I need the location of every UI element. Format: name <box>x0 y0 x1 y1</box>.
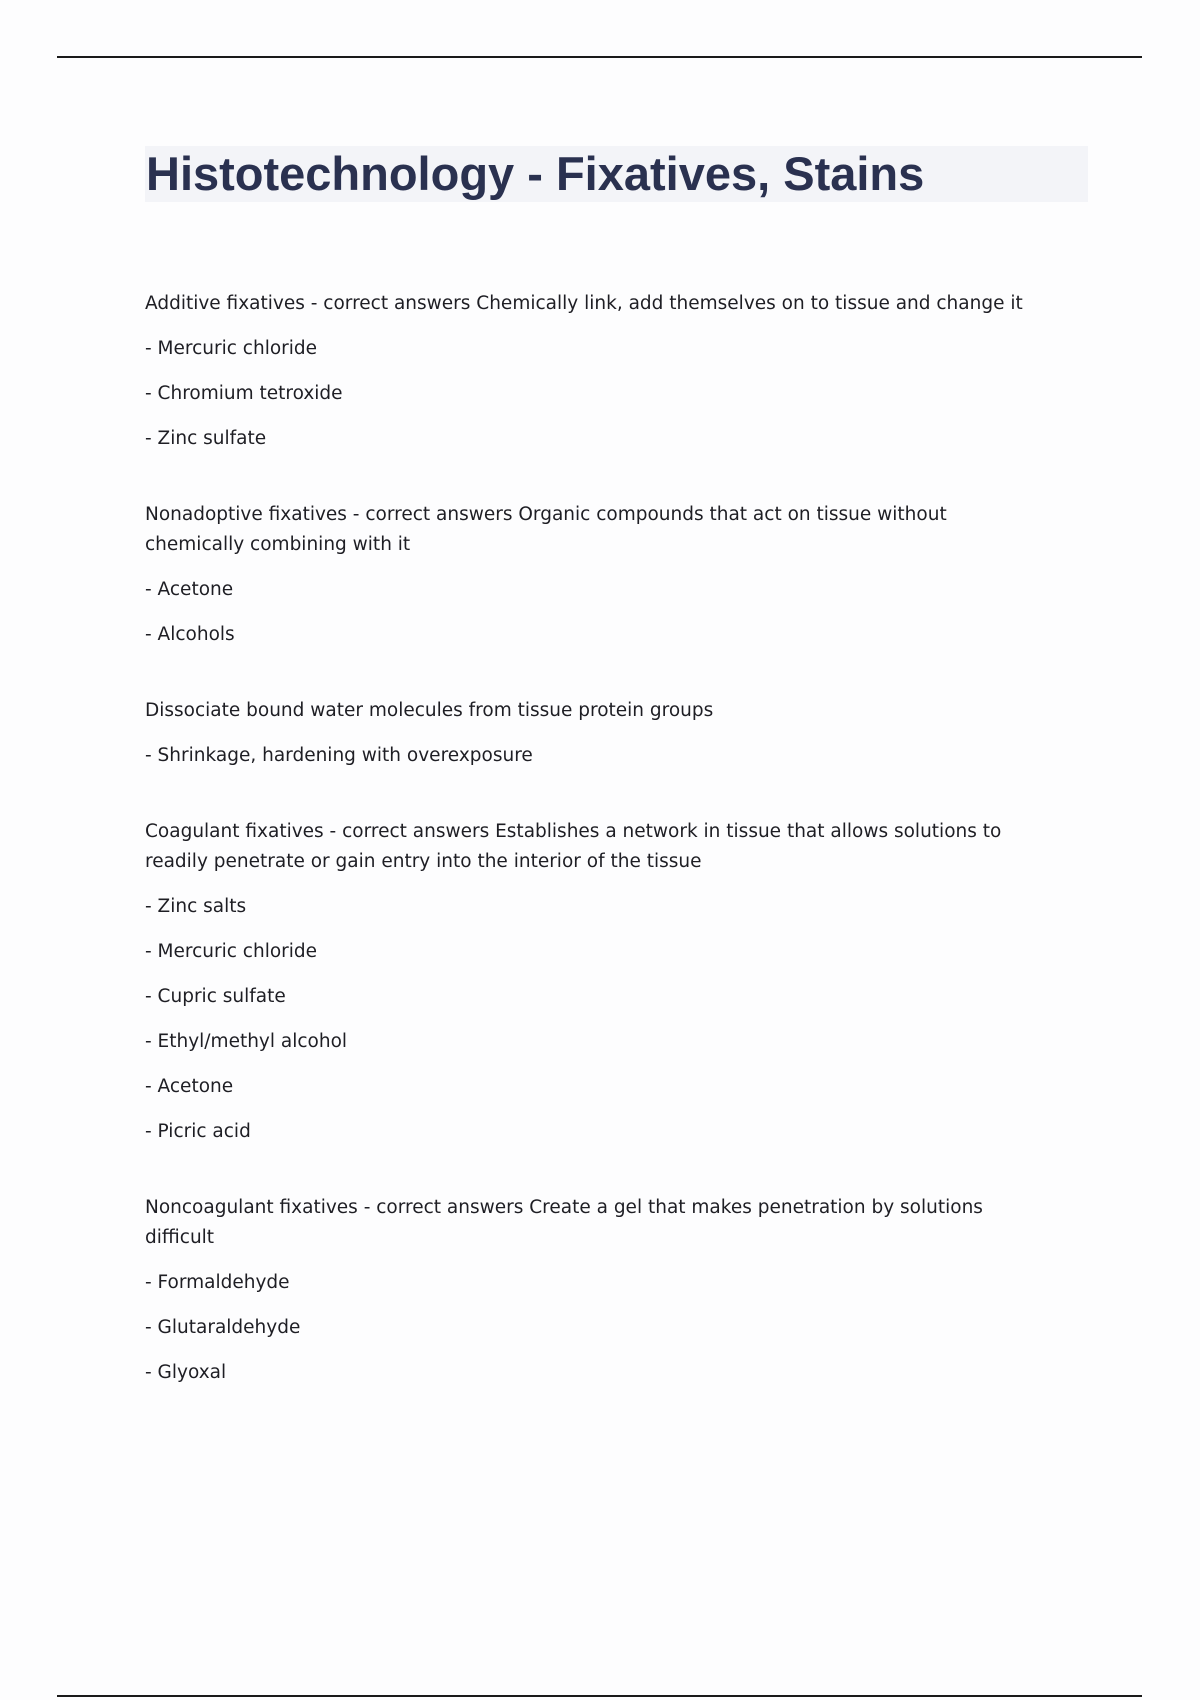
page-title: Histotechnology - Fixatives, Stains <box>146 147 925 200</box>
section-additive-fixatives <box>145 289 1045 454</box>
list-item: - Zinc salts <box>145 896 247 917</box>
list-item: - Shrinkage, hardening with overexposure <box>145 745 533 766</box>
list-item: - Glutaraldehyde <box>145 1317 301 1338</box>
list-item: - Acetone <box>145 579 234 600</box>
list-item: - Cupric sulfate <box>145 986 286 1007</box>
list-item: - Picric acid <box>145 1121 251 1142</box>
list-item: - Mercuric chloride <box>145 941 318 962</box>
bottom-rule <box>57 1695 1142 1697</box>
list-item: - Chromium tetroxide <box>145 383 343 404</box>
list-item: - Ethyl/methyl alcohol <box>145 1031 348 1052</box>
list-item: - Formaldehyde <box>145 1272 290 1293</box>
section-lead: Additive fixatives - correct answers Chemically link, add themselves on to tissue and change it <box>145 293 1023 314</box>
section-nonadoptive-fixatives <box>145 500 1045 650</box>
section-noncoagulant-fixatives <box>145 1193 1045 1388</box>
section-lead: Dissociate bound water molecules from tissue protein groups <box>145 700 714 721</box>
section-coagulant-fixatives <box>145 817 1045 1147</box>
list-item: - Zinc sulfate <box>145 428 267 449</box>
section-lead: Nonadoptive fixatives - correct answers Organic compounds that act on tissue without chemically combining with it <box>145 504 947 555</box>
section-lead: Noncoagulant fixatives - correct answers Create a gel that makes penetration by solutions difficult <box>145 1197 983 1248</box>
list-item: - Mercuric chloride <box>145 338 318 359</box>
list-item: - Glyoxal <box>145 1362 227 1383</box>
section-lead: Coagulant fixatives - correct answers Establishes a network in tissue that allows solutions to readily penetrate or gain entry into the interior of the tissue <box>145 821 1002 872</box>
list-item: - Acetone <box>145 1076 234 1097</box>
list-item: - Alcohols <box>145 624 235 645</box>
top-rule <box>57 56 1142 58</box>
section-dissociate-water <box>145 696 1045 771</box>
document-body <box>145 289 1045 1434</box>
